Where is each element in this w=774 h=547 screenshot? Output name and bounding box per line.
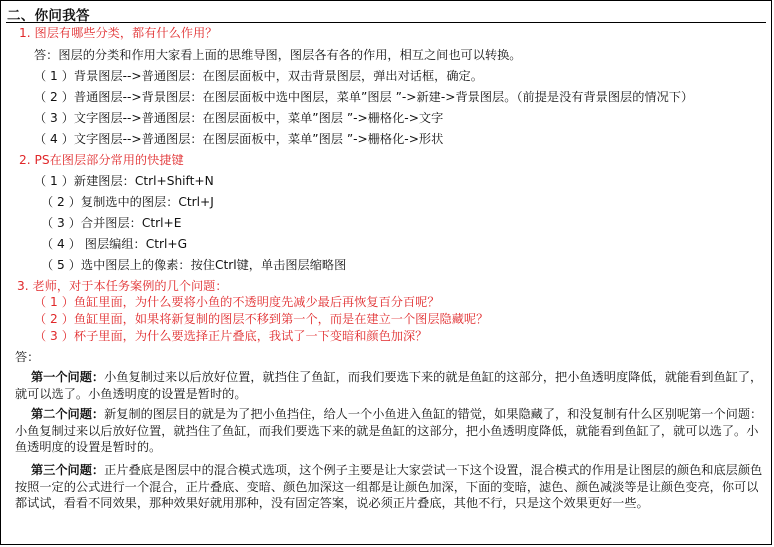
question-2-item: （ 4 ） 图层编组：Ctrl+G: [41, 237, 188, 251]
question-2-item: （ 5 ）选中图层上的像素：按住Ctrl键，单击图层缩略图: [41, 258, 347, 272]
section-title: 二、你问我答: [7, 8, 90, 24]
question-2-item: （ 1 ）新建图层：Ctrl+Shift+N: [34, 174, 214, 188]
question-1-title: 1. 图层有哪些分类，都有什么作用？: [19, 26, 218, 40]
answer-paragraph: [15, 406, 767, 456]
answer-paragraph: [15, 369, 767, 402]
answer-text: 正片叠底是图层中的混合模式选项，这个例子主要是让大家尝试一下这个设置，混合模式的作用是让图层的颜色和底层颜色按照一定的公式进行一个混合，正片叠底、变暗、颜色加深这一组都是让颜色加深，下面的变暗，滤色、颜色减淡等是让颜色变亮，你可以都试试，看看不同效果，那种效果好就用那种，没有固定答案，说必须正片叠底，其他不行，只是这个效果更好一些。: [15, 463, 763, 510]
answer-text: 小鱼复制过来以后放好位置，就挡住了鱼缸，而我们要选下来的就是鱼缸的这部分，把小鱼透明度降低，就能看到鱼缸了，就可以选了。小鱼透明度的设置是暂时的。: [15, 370, 763, 401]
question-2-item: （ 2 ）复制选中的图层：Ctrl+J: [41, 195, 214, 209]
question-3-item: （ 3 ）杯子里面，为什么要选择正片叠底，我试了一下变暗和颜色加深？: [34, 329, 428, 343]
question-1-item: （ 3 ）文字图层-->普通图层：在图层面板中，菜单”图层 ”->栅格化->文字: [34, 111, 444, 125]
answer-label: 第三个问题：: [31, 463, 105, 477]
question-1-item: （ 2 ）普通图层-->背景图层：在图层面板中选中图层，菜单”图层 ”->新建->背景图层。（前提是没有背景图层的情况下）: [34, 90, 694, 104]
question-1-answer: 答：图层的分类和作用大家看上面的思维导图，图层各有各的作用，相互之间也可以转换。: [34, 48, 522, 62]
answer-label: 第二个问题：: [31, 407, 105, 421]
answer-label: 第一个问题：: [31, 370, 105, 384]
question-2-item: （ 3 ）合并图层：Ctrl+E: [41, 216, 182, 230]
answer-paragraph: [15, 462, 767, 512]
question-3-item: （ 2 ）鱼缸里面，如果将新复制的图层不移到第一个，而是在建立一个图层隐藏呢？: [34, 312, 489, 326]
question-1-item: （ 1 ）背景图层-->普通图层：在图层面板中，双击背景图层，弹出对话框，确定。: [34, 69, 483, 83]
question-3-item: （ 1 ）鱼缸里面，为什么要将小鱼的不透明度先减少最后再恢复百分百呢？: [34, 295, 440, 309]
answer-text: 新复制的图层目的就是为了把小鱼挡住，给人一个小鱼进入鱼缸的错觉，如果隐藏了，和没复制有什么区别呢第一个问题：小鱼复制过来以后放好位置，就挡住了鱼缸，而我们要选下来的就是鱼缸的这部分，把小鱼透明度降低，就能看到鱼缸了，就可以选了。小鱼透明度的设置是暂时的。: [15, 407, 763, 454]
question-3-title: 3. 老师，对于本任务案例的几个问题：: [17, 279, 228, 293]
question-2-title: 2. PS在图层部分常用的快捷键: [19, 153, 184, 167]
question-1-item: （ 4 ）文字图层-->普通图层：在图层面板中，菜单”图层 ”->栅格化->形状: [34, 132, 444, 146]
answers-label: 答：: [15, 350, 40, 364]
title-divider: [6, 22, 766, 23]
